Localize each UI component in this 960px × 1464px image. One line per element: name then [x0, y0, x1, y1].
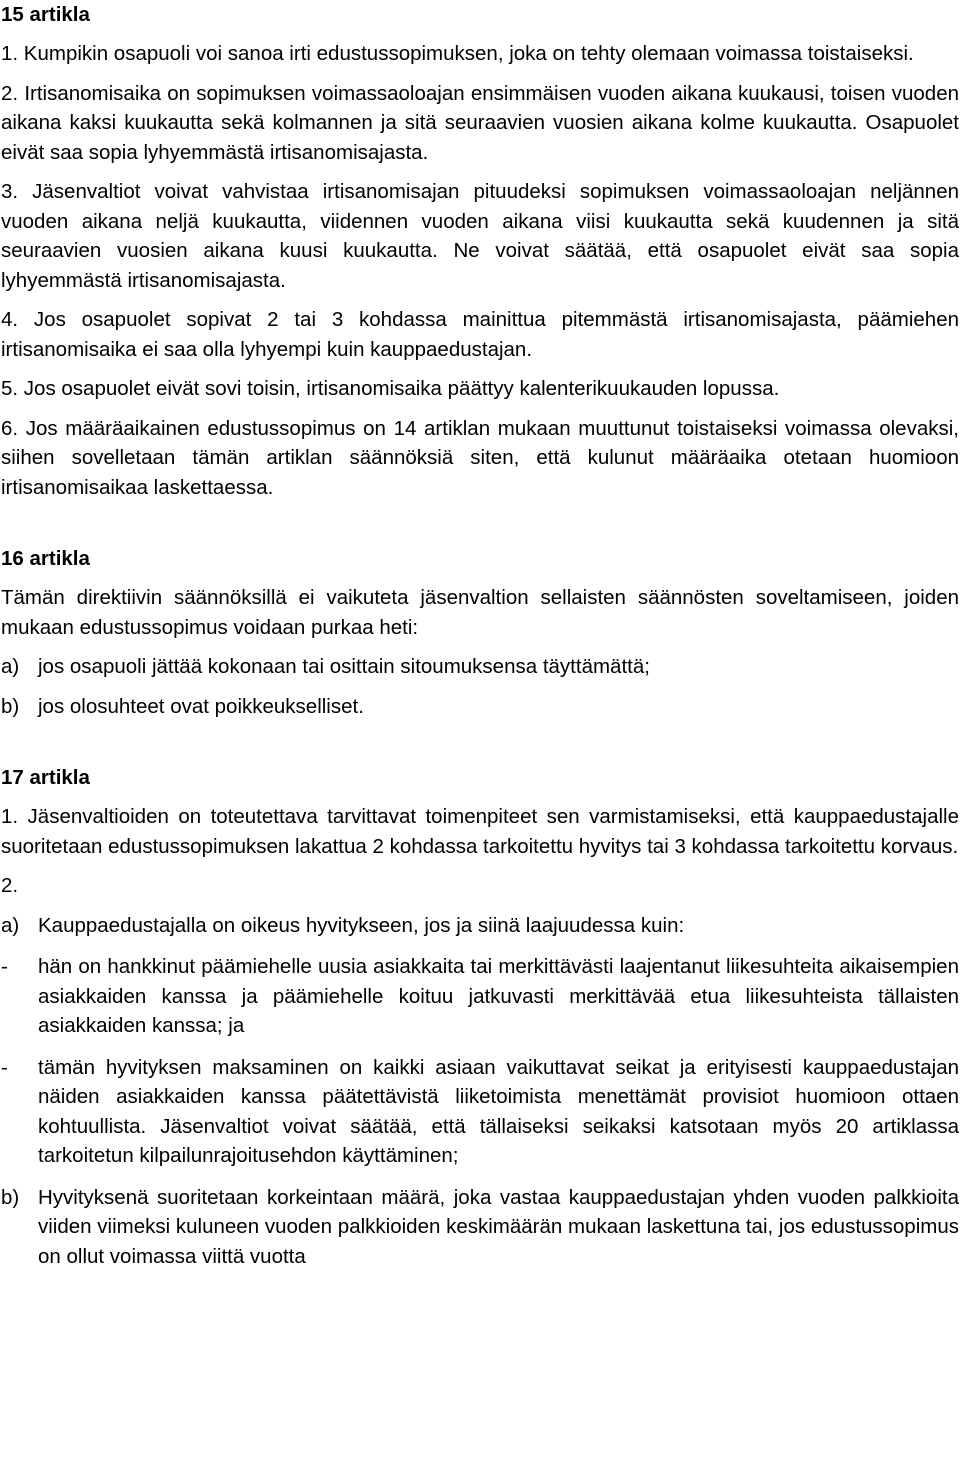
article-17-paragraph-1: 1. Jäsenvaltioiden on toteutettava tarvittavat toimenpiteet sen varmistamiseksi, että kauppaedustajalle suoritetaan edustussopimuksen lakattua 2 kohdassa tarkoitettu hyvitys tai 3 kohdassa tarkoitettu korvaus.: [1, 805, 959, 858]
article-16-heading: 16 artikla: [1, 547, 90, 570]
list-marker: a): [1, 913, 20, 937]
article-15-paragraph-4: 4. Jos osapuolet sopivat 2 tai 3 kohdassa mainittua pitemmästä irtisanomisajasta, päämiehen irtisanomisaika ei saa olla lyhyempi kuin kauppaedustajan.: [1, 308, 959, 361]
list-item-text: hän on hankkinut päämiehelle uusia asiakkaita tai merkittävästi laajentanut liikesuhteita aikaisempien asiakkaiden kanssa ja päämiehelle koituu jatkuvasti merkittävää etua liikesuhteista tällaisten asiakkaiden kanssa; ja: [38, 955, 959, 1037]
article-15-paragraph-6: 6. Jos määräaikainen edustussopimus on 14 artiklan mukaan muuttunut toistaiseksi voimassa olevaksi, siihen sovelletaan tämän artiklan säännöksiä siten, että kulunut määräaika otetaan huomioon irtisanomisaikaa laskettaessa.: [1, 416, 959, 499]
article-17-paragraph-2: 2.: [1, 874, 19, 897]
list-item-text: Hyvityksenä suoritetaan korkeintaan määrä, joka vastaa kauppaedustajan yhden vuoden palkkioita viiden viimeksi kuluneen vuoden palkkioiden keskimäärän mukaan laskettuna tai, jos edustussopimus on ollut voimassa viittä vuotta: [38, 1185, 959, 1268]
list-item-text: Kauppaedustajalla on oikeus hyvitykseen, jos ja siinä laajuudessa kuin:: [38, 913, 685, 937]
article-17-dash-item-1: [1, 952, 959, 1041]
article-15-heading: 15 artikla: [1, 3, 90, 26]
list-marker: -: [1, 1055, 8, 1079]
list-marker: b): [1, 1185, 20, 1209]
list-marker: b): [1, 694, 20, 718]
list-item-text: tämän hyvityksen maksaminen on kaikki asiaan vaikuttavat seikat ja erityisesti kauppaedustajan näiden asiakkaiden kanssa päätettävistä liiketoimista menettämät provisiot huomioon ottaen kohtuullista. Jäsenvaltiot voivat säätää, että tällaiseksi seikaksi katsotaan myös 20 artiklassa tarkoitetun kilpailunrajoitusehdon käyttäminen;: [38, 1055, 959, 1167]
list-marker: -: [1, 955, 8, 978]
article-16-item-a: [1, 652, 959, 682]
article-17-item-b: [1, 1183, 959, 1272]
article-16-intro: Tämän direktiivin säännöksillä ei vaikuteta jäsenvaltion sellaisten säännösten soveltamiseen, joiden mukaan edustussopimus voidaan purkaa heti:: [1, 586, 959, 639]
list-marker: a): [1, 655, 20, 678]
article-16-item-b: [1, 692, 959, 722]
article-15-paragraph-5: 5. Jos osapuolet eivät sovi toisin, irtisanomisaika päättyy kalenterikuukauden lopussa.: [1, 377, 780, 400]
article-17-dash-item-2: [1, 1053, 959, 1171]
article-17-heading: 17 artikla: [1, 766, 90, 789]
article-17-item-a: [1, 911, 959, 941]
list-item-text: jos osapuoli jättää kokonaan tai osittain sitoumuksensa täyttämättä;: [38, 655, 650, 678]
article-15-paragraph-1: 1. Kumpikin osapuoli voi sanoa irti edustussopimuksen, joka on tehty olemaan voimassa toistaiseksi.: [1, 42, 914, 65]
article-15-paragraph-2: 2. Irtisanomisaika on sopimuksen voimassaoloajan ensimmäisen vuoden aikana kuukausi, toisen vuoden aikana kaksi kuukautta sekä kolmannen ja sitä seuraavien vuosien aikana kolme kuukautta. Osapuolet eivät saa sopia lyhyemmästä irtisanomisajasta.: [1, 81, 959, 164]
article-15-paragraph-3: 3. Jäsenvaltiot voivat vahvistaa irtisanomisajan pituudeksi sopimuksen voimassaoloajan neljännen vuoden aikana neljä kuukautta, viidennen vuoden aikana viisi kuukautta sekä kuudennen ja sitä seuraavien vuosien aikana kuusi kuukautta. Ne voivat säätää, että osapuolet eivät saa sopia lyhyemmästä irtisanomisajasta.: [1, 180, 959, 292]
list-item-text: jos olosuhteet ovat poikkeukselliset.: [38, 694, 364, 718]
